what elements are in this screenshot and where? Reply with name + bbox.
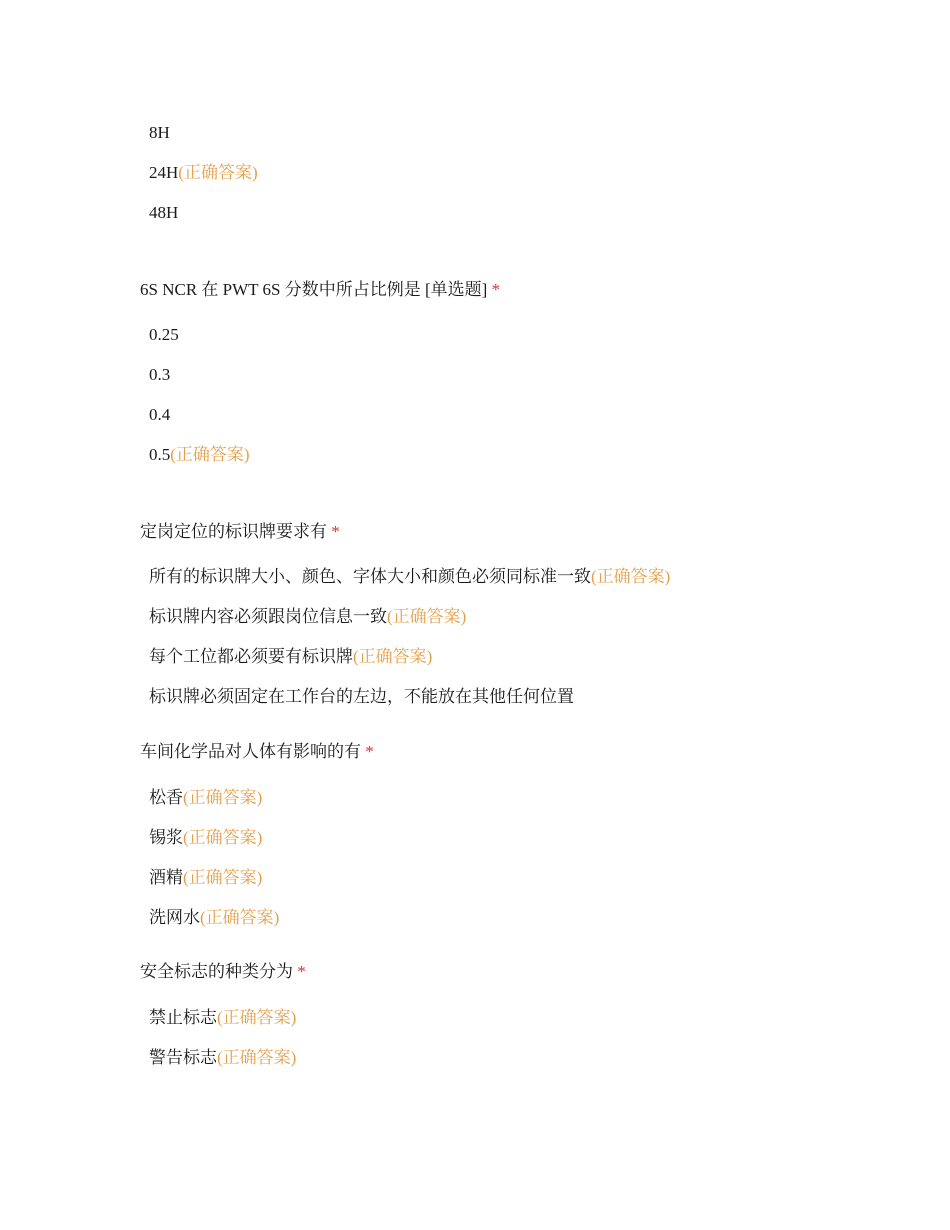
option-text: 标识牌内容必须跟岗位信息一致 bbox=[149, 607, 387, 626]
question-text: 6S NCR 在 PWT 6S 分数中所占比例是 [单选题] bbox=[140, 280, 488, 299]
option-text: 禁止标志 bbox=[149, 1008, 217, 1027]
option-text: 0.25 bbox=[149, 325, 179, 344]
question-text: 车间化学品对人体有影响的有 bbox=[140, 742, 361, 761]
question-title-q4 bbox=[140, 961, 306, 983]
question-title-q1 bbox=[140, 279, 500, 301]
option-text: 0.4 bbox=[149, 405, 171, 424]
required-asterisk: * bbox=[297, 962, 306, 981]
correct-answer-mark: (正确答案) bbox=[387, 607, 467, 626]
correct-answer-mark: (正确答案) bbox=[183, 868, 263, 887]
option-text: 所有的标识牌大小、颜色、字体大小和颜色必须同标准一致 bbox=[149, 567, 591, 586]
option-q0-2 bbox=[149, 162, 258, 184]
option-text: 警告标志 bbox=[149, 1048, 217, 1067]
option-text: 8H bbox=[149, 123, 170, 142]
option-q1-4 bbox=[149, 444, 250, 466]
option-q1-2 bbox=[149, 364, 170, 386]
option-text: 松香 bbox=[149, 788, 183, 807]
question-text: 安全标志的种类分为 bbox=[140, 962, 293, 981]
option-q2-3 bbox=[149, 646, 432, 668]
correct-answer-mark: (正确答案) bbox=[178, 163, 258, 182]
correct-answer-mark: (正确答案) bbox=[217, 1048, 297, 1067]
question-text: 定岗定位的标识牌要求有 bbox=[140, 522, 327, 541]
option-q3-2 bbox=[149, 827, 262, 849]
correct-answer-mark: (正确答案) bbox=[200, 908, 280, 927]
option-q2-4 bbox=[149, 686, 574, 708]
correct-answer-mark: (正确答案) bbox=[353, 647, 433, 666]
option-q0-3 bbox=[149, 202, 178, 224]
option-q3-4 bbox=[149, 907, 279, 929]
required-asterisk: * bbox=[331, 522, 340, 541]
option-text: 标识牌必须固定在工作台的左边，不能放在其他任何位置 bbox=[149, 687, 574, 706]
option-text: 酒精 bbox=[149, 868, 183, 887]
option-text: 每个工位都必须要有标识牌 bbox=[149, 647, 353, 666]
correct-answer-mark: (正确答案) bbox=[183, 828, 263, 847]
option-q1-1 bbox=[149, 324, 179, 346]
option-q3-3 bbox=[149, 867, 262, 889]
option-q4-2 bbox=[149, 1047, 296, 1069]
option-text: 洗网水 bbox=[149, 908, 200, 927]
option-q3-1 bbox=[149, 787, 262, 809]
question-title-q3 bbox=[140, 741, 374, 763]
correct-answer-mark: (正确答案) bbox=[217, 1008, 297, 1027]
question-title-q2 bbox=[140, 521, 340, 543]
option-q2-2 bbox=[149, 606, 466, 628]
option-q2-1 bbox=[149, 566, 670, 588]
option-q4-1 bbox=[149, 1007, 296, 1029]
option-q0-1 bbox=[149, 122, 170, 144]
option-text: 48H bbox=[149, 203, 179, 222]
option-text: 0.3 bbox=[149, 365, 171, 384]
option-q1-3 bbox=[149, 404, 170, 426]
required-asterisk: * bbox=[365, 742, 374, 761]
option-text: 锡浆 bbox=[149, 828, 183, 847]
required-asterisk: * bbox=[491, 280, 501, 299]
correct-answer-mark: (正确答案) bbox=[170, 445, 250, 464]
correct-answer-mark: (正确答案) bbox=[183, 788, 263, 807]
correct-answer-mark: (正确答案) bbox=[591, 567, 671, 586]
option-text: 0.5 bbox=[149, 445, 171, 464]
option-text: 24H bbox=[149, 163, 179, 182]
